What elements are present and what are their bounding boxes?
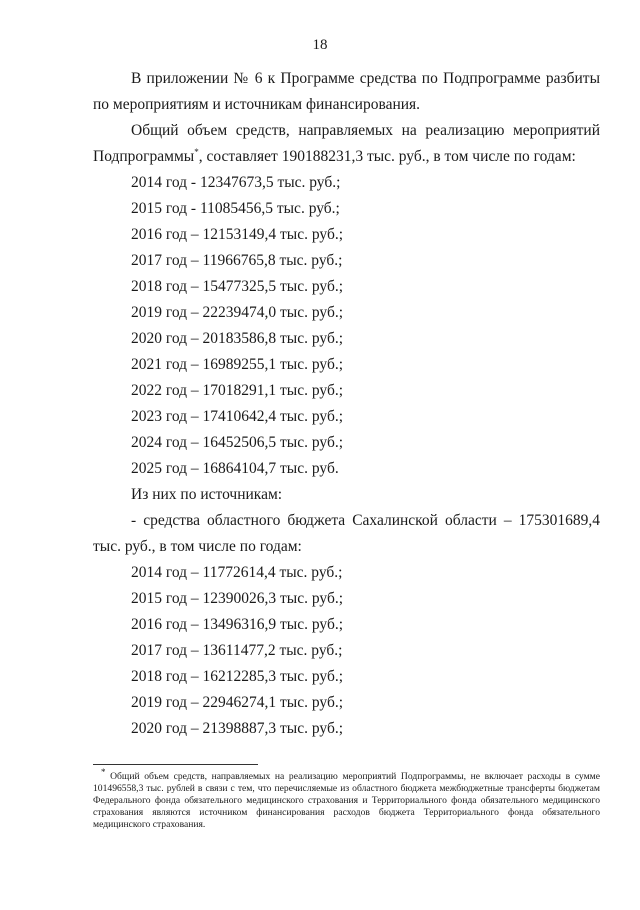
regional-by-year-list (93, 560, 600, 742)
list-item: 2016 год – 13496316,9 тыс. руб.; (131, 616, 344, 633)
sources-intro: Из них по источникам: (131, 486, 283, 503)
page-number: 18 (312, 37, 328, 53)
list-item: 2017 год – 13611477,2 тыс. руб.; (131, 642, 343, 659)
footnote-reference: * (194, 146, 199, 157)
footnote-text: Общий объем средств, направляемых на реализацию мероприятий Подпрограммы, не включает расходы в сумме 101496558,3 тыс. рублей в связи с тем, что перечисляемые из областного бюджета межбюджетные трансферты бюджетам Федерального фонда обязательного медицинского страхования и Территориального фонда обязательного медицинского страхования являются источником финансирования расходов бюджета Территориального фонда обязательного медицинского страхования. (93, 771, 600, 830)
list-item: 2015 год - 11085456,5 тыс. руб.; (131, 200, 340, 217)
list-item: 2015 год – 12390026,3 тыс. руб.; (131, 590, 344, 607)
footnote-divider (93, 764, 258, 765)
list-item: 2023 год – 17410642,4 тыс. руб.; (131, 408, 344, 425)
paragraph-regional-budget: - средства областного бюджета Сахалинской области – 175301689,4 тыс. руб., в том числе по годам: (93, 512, 600, 555)
main-text (93, 66, 600, 742)
list-item: 2020 год – 21398887,3 тыс. руб.; (131, 720, 344, 737)
list-item: 2014 год – 11772614,4 тыс. руб.; (131, 564, 343, 581)
list-item: 2018 год – 16212285,3 тыс. руб.; (131, 668, 344, 685)
list-item: 2025 год – 16864104,7 тыс. руб. (131, 460, 339, 477)
list-item: 2021 год – 16989255,1 тыс. руб.; (131, 356, 344, 373)
footnote-mark: * (101, 766, 106, 777)
list-item: 2017 год – 11966765,8 тыс. руб.; (131, 252, 343, 269)
list-item: 2014 год - 12347673,5 тыс. руб.; (131, 174, 341, 191)
total-by-year-list (93, 170, 600, 482)
paragraph-programme-annex: В приложении № 6 к Программе средства по Подпрограмме разбиты по мероприятиям и источникам финансирования. (93, 70, 600, 113)
list-item: 2018 год – 15477325,5 тыс. руб.; (131, 278, 344, 295)
list-item: 2019 год – 22946274,1 тыс. руб.; (131, 694, 344, 711)
list-item: 2022 год – 17018291,1 тыс. руб.; (131, 382, 344, 399)
footnote (93, 766, 600, 831)
list-item: 2019 год – 22239474,0 тыс. руб.; (131, 304, 344, 321)
list-item: 2020 год – 20183586,8 тыс. руб.; (131, 330, 344, 347)
paragraph-total-tail: , составляет 190188231,3 тыс. руб., в том числе по годам: (198, 148, 576, 165)
paragraph-total-text: Общий объем средств, направляемых на реализацию мероприятий Подпрограммы (93, 122, 600, 165)
paragraph-total-volume (93, 118, 600, 170)
list-item: 2016 год – 12153149,4 тыс. руб.; (131, 226, 344, 243)
list-item: 2024 год – 16452506,5 тыс. руб.; (131, 434, 344, 451)
